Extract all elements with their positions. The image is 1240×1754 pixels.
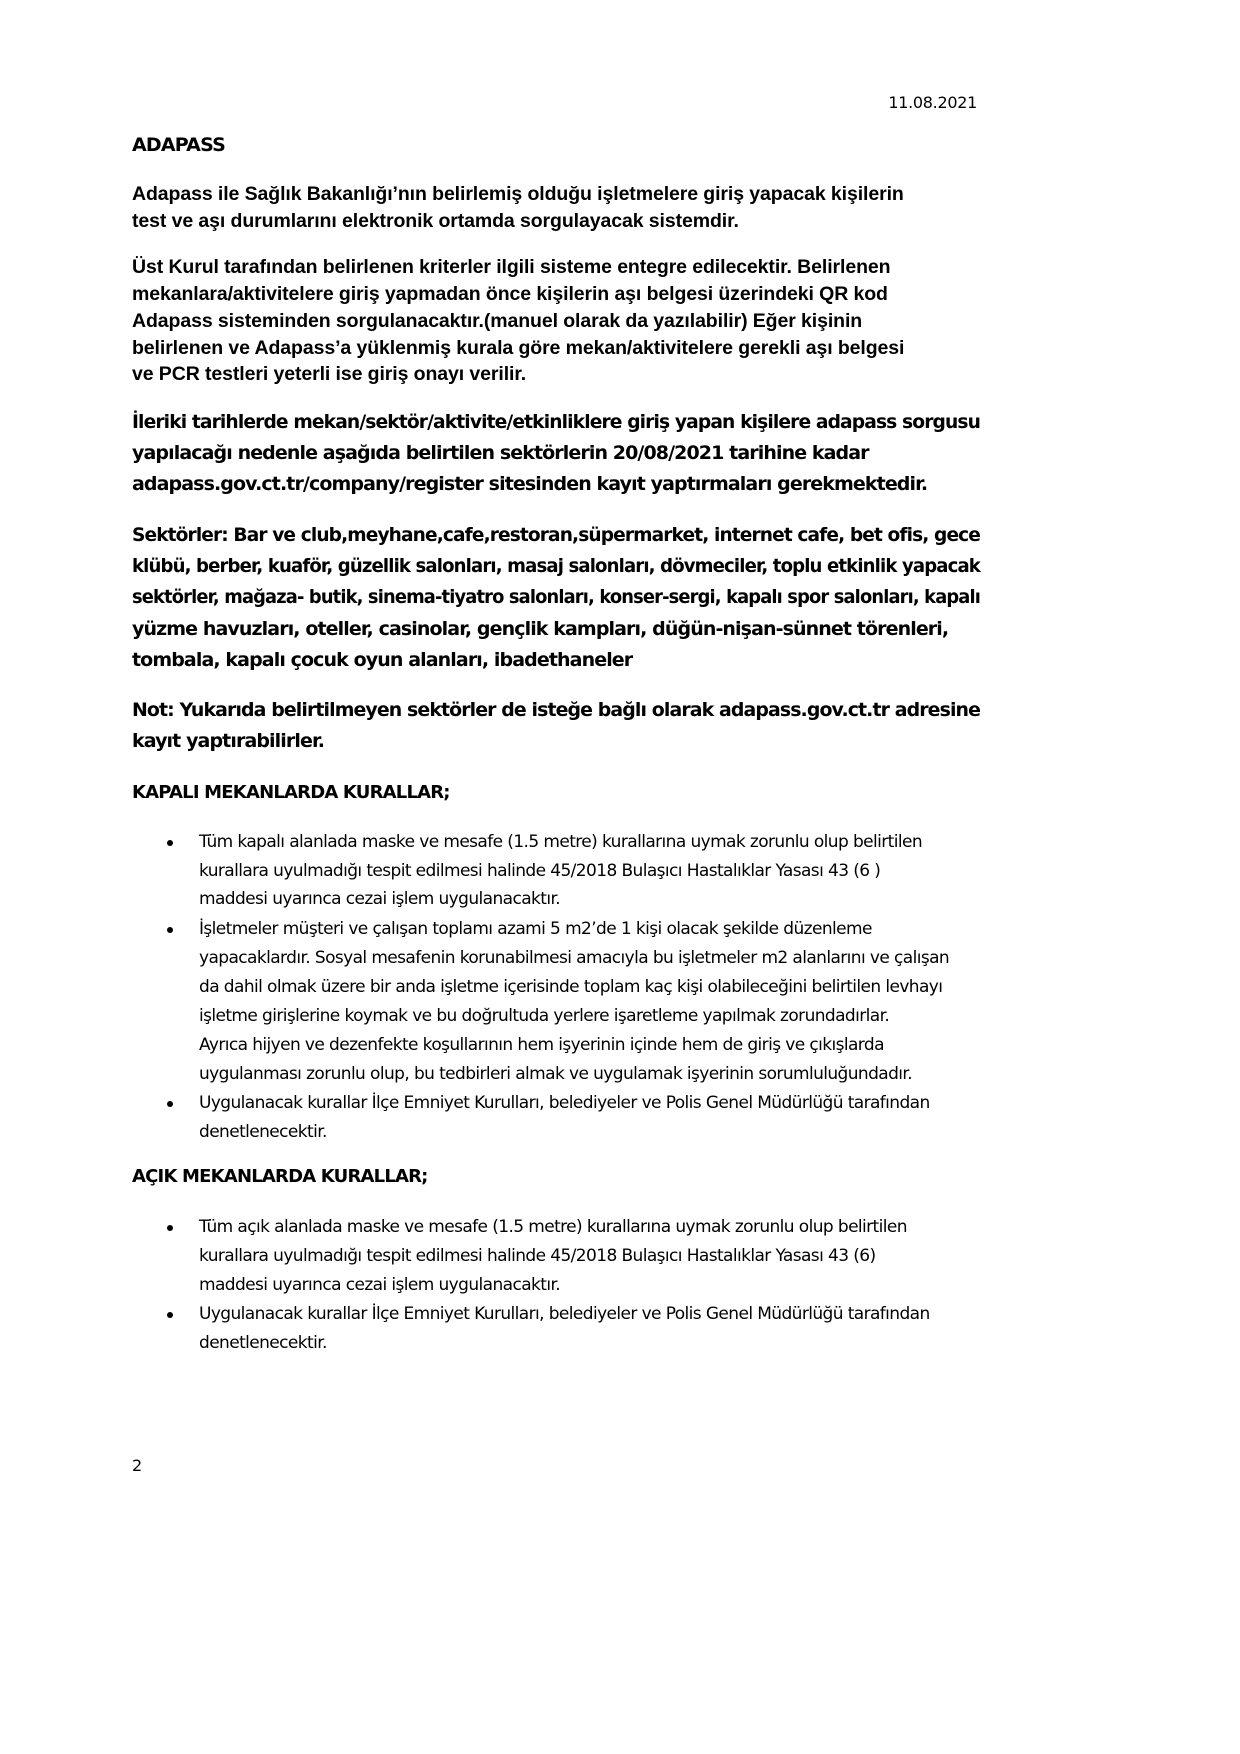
bullet-line: da dahil olmak üzere bir anda işletme içerisinde toplam kaç kişi olabileceğini belirtilen levhayı	[199, 977, 943, 997]
bullet-line: işletme girişlerine koymak ve bu doğrultuda yerlere işaretleme yapılmak zorundadırlar.	[199, 1006, 890, 1026]
bullet-line: kurallara uyulmadığı tespit edilmesi halinde 45/2018 Bulaşıcı Hastalıklar Yasası 43 (6 )	[199, 861, 881, 881]
bullet-line: Uygulanacak kurallar İlçe Emniyet Kurulları, belediyeler ve Polis Genel Müdürlüğü tarafından	[199, 1093, 930, 1113]
paragraph-line: belirlenen ve Adapass’a yüklenmiş kurala göre mekan/aktivitelere gerekli aşı belgesi	[132, 337, 905, 359]
bullet-icon	[167, 927, 173, 933]
bullet-line: Tüm açık alanlada maske ve mesafe (1.5 metre) kurallarına uymak zorunlu olup belirtilen	[199, 1217, 907, 1237]
bullet-icon	[167, 1101, 173, 1107]
paragraph-line: Adapass ile Sağlık Bakanlığı’nın belirlemiş olduğu işletmelere giriş yapacak kişilerin	[132, 183, 904, 205]
paragraph-line: ve PCR testleri yeterli ise giriş onayı verilir.	[132, 363, 527, 385]
paragraph-line: yapılacağı nedenle aşağıda belirtilen sektörlerin 20/08/2021 tarihine kadar	[132, 442, 869, 464]
paragraph-line: Üst Kurul tarafından belirlenen kriterler ilgili sisteme entegre edilecektir. Belirlenen	[132, 256, 891, 278]
bullet-line: maddesi uyarınca cezai işlem uygulanacaktır.	[199, 889, 561, 909]
bullet-line: Uygulanacak kurallar İlçe Emniyet Kurulları, belediyeler ve Polis Genel Müdürlüğü tarafından	[199, 1304, 930, 1324]
bullet-icon	[167, 1312, 173, 1318]
paragraph-line: Sektörler: Bar ve club,meyhane,cafe,restoran,süpermarket, internet cafe, bet ofis, gece	[132, 524, 981, 546]
registration-url-line: adapass.gov.ct.tr/company/register sitesinden kayıt yaptırmaları gerekmektedir.	[132, 473, 928, 495]
bullet-line: kurallara uyulmadığı tespit edilmesi halinde 45/2018 Bulaşıcı Hastalıklar Yasası 43 (6)	[199, 1246, 876, 1266]
section-heading: KAPALI MEKANLARDA KURALLAR;	[132, 782, 450, 803]
section-heading: AÇIK MEKANLARDA KURALLAR;	[132, 1166, 428, 1187]
paragraph-line: mekanlara/aktivitelere giriş yapmadan önce kişilerin aşı belgesi üzerindeki QR kod	[132, 283, 888, 305]
bullet-line: uygulanması zorunlu olup, bu tedbirleri almak ve uygulamak işyerinin sorumluluğundadır.	[199, 1064, 913, 1084]
paragraph-line: Adapass sisteminden sorgulanacaktır.(manuel olarak da yazılabilir) Eğer kişinin	[132, 310, 863, 332]
bullet-icon	[167, 840, 173, 846]
bullet-line: maddesi uyarınca cezai işlem uygulanacaktır.	[199, 1275, 561, 1295]
paragraph-line: yüzme havuzları, oteller, casinolar, gençlik kampları, düğün-nişan-sünnet törenleri,	[132, 618, 949, 640]
document-title: ADAPASS	[132, 134, 225, 156]
paragraph-line: tombala, kapalı çocuk oyun alanları, ibadethaneler	[132, 649, 633, 671]
paragraph-line: kayıt yaptırabilirler.	[132, 730, 325, 752]
paragraph-line: sektörler, mağaza- butik, sinema-tiyatro salonları, konser-sergi, kapalı spor salonları, kapalı	[132, 586, 981, 608]
bullet-line: Tüm kapalı alanlada maske ve mesafe (1.5 metre) kurallarına uymak zorunlu olup belirtilen	[199, 832, 922, 852]
bullet-line: yapacaklardır. Sosyal mesafenin korunabilmesi amacıyla bu işletmeler m2 alanlarını ve çalışan	[199, 948, 950, 968]
paragraph-line: test ve aşı durumlarını elektronik ortamda sorgulayacak sistemdir.	[132, 210, 739, 232]
bullet-line: denetlenecektir.	[199, 1122, 327, 1142]
bullet-line: Ayrıca hijyen ve dezenfekte koşullarının hem işyerinin içinde hem de giriş ve çıkışlarda	[199, 1035, 884, 1055]
paragraph-line: klübü, berber, kuaför, güzellik salonları, masaj salonları, dövmeciler, toplu etkinlik yapacak	[132, 555, 980, 577]
bullet-line: İşletmeler müşteri ve çalışan toplamı azami 5 m2’de 1 kişi olacak şekilde düzenleme	[199, 919, 872, 939]
bullet-line: denetlenecektir.	[199, 1333, 327, 1353]
paragraph-line: İleriki tarihlerde mekan/sektör/aktivite/etkinliklere giriş yapan kişilere adapass sorgusu	[132, 411, 981, 433]
paragraph-line: Not: Yukarıda belirtilmeyen sektörler de isteğe bağlı olarak adapass.gov.ct.tr adresine	[132, 699, 981, 721]
page-number: 2	[132, 1456, 142, 1475]
bullet-icon	[167, 1225, 173, 1231]
document-date: 11.08.2021	[888, 93, 977, 112]
